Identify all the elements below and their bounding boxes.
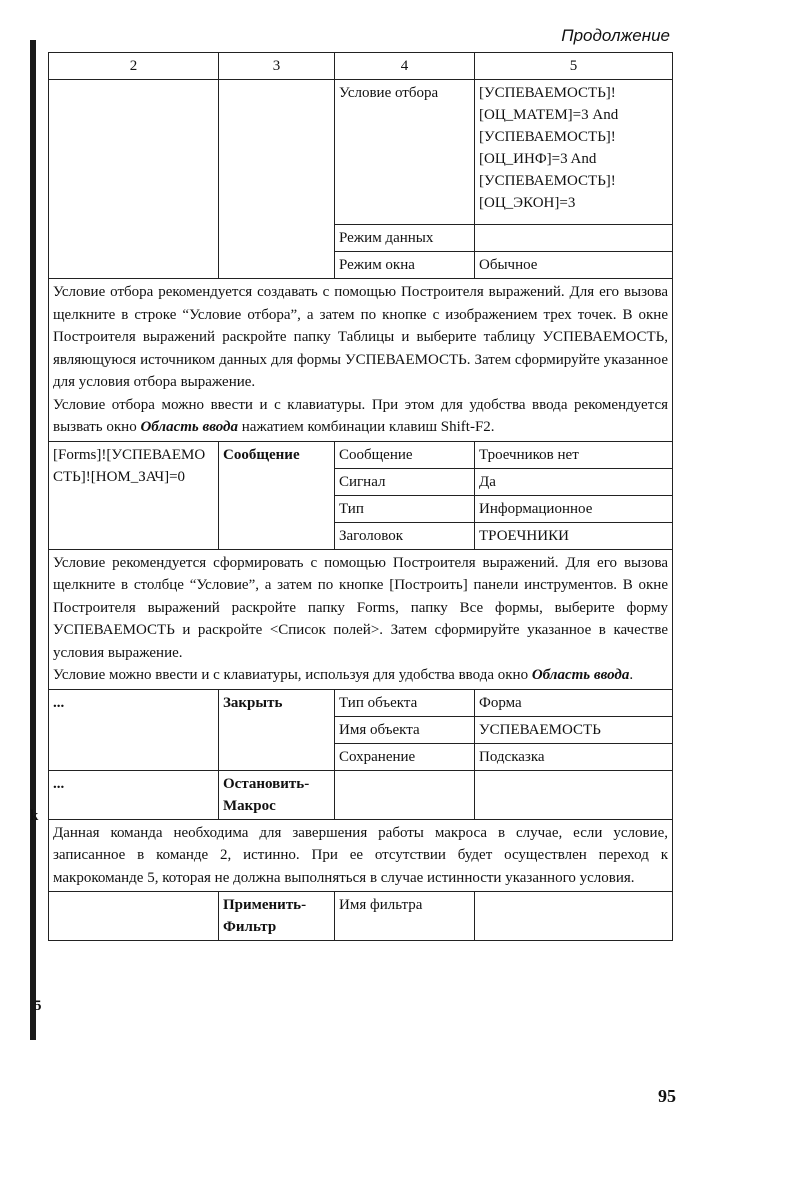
arg-value: Обычное (475, 252, 673, 279)
note-text: Данная команда необходима для завершения работы макроса в случае, если условие, записанное в команде 2, истинно. При ее отсутствии будет осуществлен переход к макрокоманде 5, которая не должна выполняться в случае истинности указанного условия. (49, 819, 673, 892)
arg-name: Сохранение (335, 743, 475, 770)
arg-value: Информационное (475, 495, 673, 522)
arg-name: Имя фильтра (335, 892, 475, 941)
condition-cell: ... (49, 689, 219, 770)
table-row (49, 80, 673, 225)
action-cell: Сообщение (219, 441, 335, 549)
condition-cell: [Forms]![УСПЕВАЕМОСТЬ]![НОМ_ЗАЧ]=0 (49, 441, 219, 549)
arg-name: Имя объекта (335, 716, 475, 743)
action-cell: Остановить-Макрос (219, 770, 335, 819)
arg-value: [УСПЕВАЕМОСТЬ]![ОЦ_МАТЕМ]=3 And [УСПЕВАЕМОСТЬ]![ОЦ_ИНФ]=3 And [УСПЕВАЕМОСТЬ]![ОЦ_ЭКОН]=3 (475, 80, 673, 225)
col-header-3: 3 (219, 53, 335, 80)
macro-table (48, 52, 673, 941)
table-row (49, 441, 673, 468)
arg-value: Да (475, 468, 673, 495)
note-row (49, 549, 673, 689)
arg-value (475, 892, 673, 941)
margin-row-number: 5 (34, 998, 42, 1014)
arg-name: Тип объекта (335, 689, 475, 716)
col-header-4: 4 (335, 53, 475, 80)
margin-mark: k (30, 808, 39, 824)
col-header-2: 2 (49, 53, 219, 80)
scan-margin-shadow (30, 40, 44, 1040)
col-header-5: 5 (475, 53, 673, 80)
table-row (49, 892, 673, 941)
note-row (49, 279, 673, 442)
arg-name: Сигнал (335, 468, 475, 495)
arg-name: Сообщение (335, 441, 475, 468)
arg-value: Троечников нет (475, 441, 673, 468)
arg-value: Форма (475, 689, 673, 716)
arg-name: Режим окна (335, 252, 475, 279)
action-cell: Закрыть (219, 689, 335, 770)
arg-name: Режим данных (335, 225, 475, 252)
note-text: Условие отбора рекомендуется создавать с помощью Построителя выражений. Для его вызова щелкните в строке “Условие отбора”, а затем по кнопке с изображением трех точек. В окне Построителя выражений раскройте папку Таблицы и выберите таблицу УСПЕВАЕМОСТЬ, являющуюся источником данных для формы УСПЕВАЕМОСТЬ. Затем сформируйте указанное для условия отбора выражение. Условие отбора можно ввести и с клавиатуры. При этом для удобства ввода рекомендуется вызвать окно Область ввода нажатием комбинации клавиш Shift-F2. (49, 279, 673, 442)
arg-name: Условие отбора (335, 80, 475, 225)
arg-name: Заголовок (335, 522, 475, 549)
condition-cell: ... (49, 770, 219, 819)
column-header-row (49, 53, 673, 80)
arg-value: ТРОЕЧНИКИ (475, 522, 673, 549)
note-text: Условие рекомендуется сформировать с помощью Построителя выражений. Для его вызова щелкните в столбце “Условие”, а затем по кнопке [Построить] панели инструментов. В окне Построителя выражений раскройте папку Forms, папку Все формы, выберите форму УСПЕВАЕМОСТЬ и раскройте <Список полей>. Затем сформируйте указанное в качестве условия выражение. Условие можно ввести и с клавиатуры, используя для удобства ввода окно Область ввода. (49, 549, 673, 689)
continuation-label: Продолжение (561, 26, 670, 45)
arg-name: Тип (335, 495, 475, 522)
table-row (49, 689, 673, 716)
arg-value (475, 225, 673, 252)
action-cell: Применить-Фильтр (219, 892, 335, 941)
note-row (49, 819, 673, 892)
page-number: 95 (658, 1086, 676, 1106)
arg-value: Подсказка (475, 743, 673, 770)
arg-value: УСПЕВАЕМОСТЬ (475, 716, 673, 743)
table-row (49, 770, 673, 819)
